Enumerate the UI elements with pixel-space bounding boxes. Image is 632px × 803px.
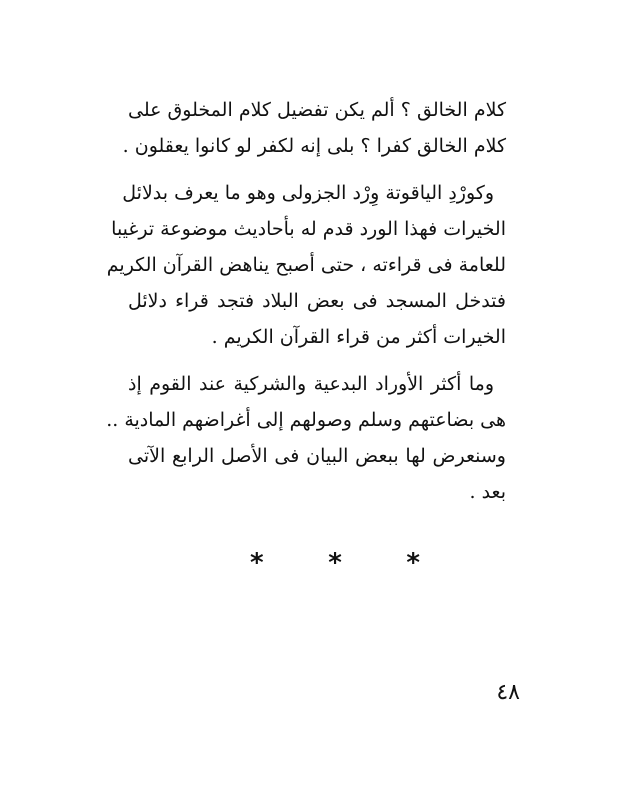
page-number: ٤٨ (496, 680, 520, 705)
paragraph (122, 92, 506, 164)
text-line: الخيرات أكثر من قراء القرآن الكريم . (211, 326, 506, 348)
paragraph-gap (128, 355, 506, 366)
paragraph (106, 366, 506, 510)
paragraph (106, 175, 506, 355)
paragraph-gap (128, 164, 506, 175)
text-line: وسنعرض لها ببعض البيان فى الأصل الرابع الآتى (128, 445, 506, 467)
text-line: للعامة فى قراءته ، حتى أصبح يناهض القرآن الكريم (106, 254, 506, 276)
section-separator (250, 548, 420, 578)
text-line: هى بضاعتهم وسلم وصولهم إلى أغراضهم المادية .. (106, 409, 506, 431)
text-line: وما أكثر الأوراد البدعية والشركية عند القوم إذ (128, 373, 494, 395)
text-line: وكورْدِ الياقوتة وِرْد الجزولى وهو ما يعرف بدلائل (122, 182, 494, 204)
asterisk-icon: * (328, 548, 342, 578)
text-line: كلام الخالق ؟ ألم يكن تفضيل كلام المخلوق على (128, 99, 506, 121)
body-text (106, 92, 506, 510)
text-line: كلام الخالق كفرا ؟ بلى إنه لكفر لو كانوا يعقلون . (122, 135, 506, 157)
text-line: فتدخل المسجد فى بعض البلاد فتجد قراء دلائل (128, 290, 506, 312)
text-line: الخيرات فهذا الورد قدم له بأحاديث موضوعة ترغيبا (111, 218, 506, 240)
asterisk-icon: * (250, 548, 264, 578)
asterisk-icon: * (406, 548, 420, 578)
text-line: بعد . (469, 481, 506, 503)
